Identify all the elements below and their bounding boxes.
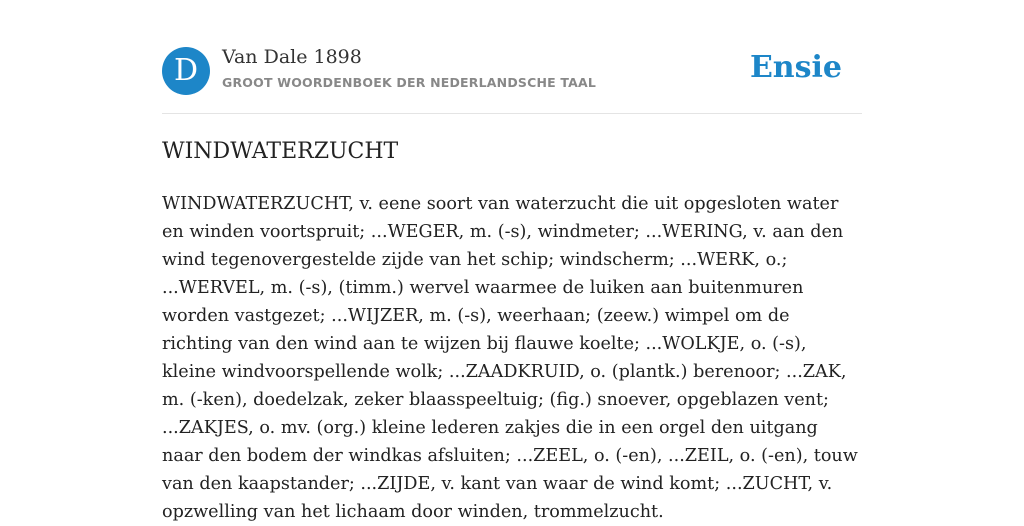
entry-card (162, 0, 862, 522)
site-header (162, 46, 862, 96)
dictionary-avatar[interactable]: D (162, 47, 210, 95)
entry-headword: WINDWATERZUCHT (162, 139, 399, 164)
header-divider (162, 113, 862, 114)
dictionary-subtitle: GROOT WOORDENBOEK DER NEDERLANDSCHE TAAL (222, 75, 597, 90)
brand-logo[interactable]: Ensie (749, 50, 842, 85)
dictionary-title[interactable]: Van Dale 1898 (222, 46, 362, 68)
entry-definition: WINDWATERZUCHT, v. eene soort van waterzucht die uit opgesloten water en winden voortspruit; ...WEGER, m. (-s), windmeter; ...WERING, v. aan den wind tegenovergestelde zijde van het schip; windscherm; ...WERK, o.; ...WERVEL, m. (-s), (timm.) wervel waarmee de luiken aan buitenmuren worden vastgezet; ...WIJZER, m. (-s), weerhaan; (zeew.) wimpel om de richting van den wind aan te wijzen bij flauwe koelte; ...WOLKJE, o. (-s), kleine windvoorspellende wolk; ...ZAADKRUID, o. (plantk.) berenoor; ...ZAK, m. (-ken), doedelzak, zeker blaasspeeltuig; (fig.) snoever, opgeblazen vent; ...ZAKJES, o. mv. (org.) kleine lederen zakjes die in een orgel den uitgang naar den bodem der windkas afsluiten; ...ZEEL, o. (-en), ...ZEIL, o. (-en), touw van den kaapstander; ...ZIJDE, v. kant van waar de wind komt; ...ZUCHT, v. opzwelling van het lichaam door winden, trommelzucht. (162, 194, 858, 522)
